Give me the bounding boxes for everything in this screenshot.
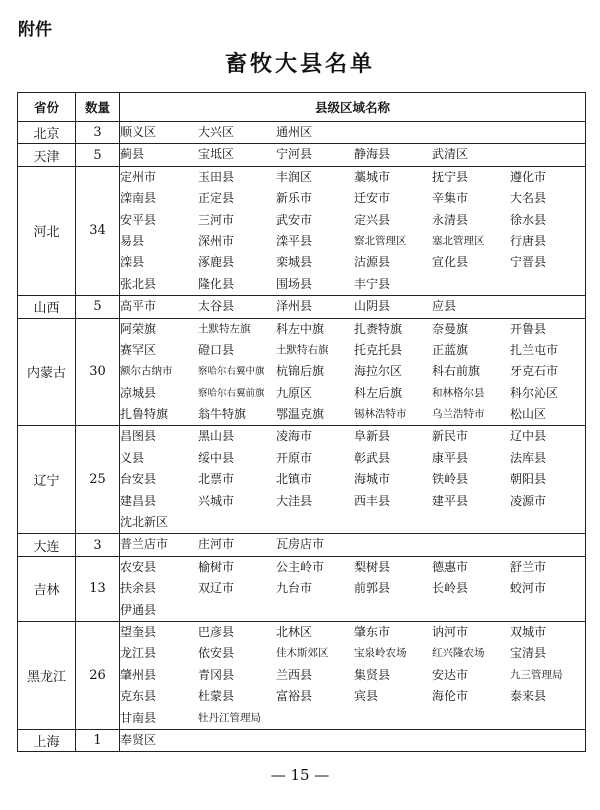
county-name: 乌兰浩特市 — [432, 408, 485, 421]
county-name: 行唐县 — [510, 233, 547, 248]
table-row — [18, 296, 586, 318]
county-name: 辽中县 — [510, 429, 547, 444]
county-name: 通州区 — [276, 125, 313, 139]
county-name: 滦南县 — [120, 191, 157, 206]
county-name: 凌源市 — [510, 493, 547, 508]
county-name: 丰润区 — [276, 169, 313, 184]
county-name: 蓟县 — [120, 147, 145, 162]
county-name: 普兰店市 — [120, 537, 169, 552]
county-name: 永清县 — [432, 212, 469, 227]
county-name: 扶余县 — [120, 581, 157, 596]
table-row — [18, 318, 586, 426]
county-name: 定兴县 — [354, 212, 391, 227]
county-name: 阿荣旗 — [120, 321, 157, 336]
county-name: 徐水县 — [510, 212, 547, 227]
county-name: 科尔沁区 — [510, 385, 559, 400]
county-name: 宝泉岭农场 — [354, 647, 407, 660]
county-name: 建昌县 — [120, 493, 157, 508]
county-name: 奈曼旗 — [432, 321, 469, 336]
county-name: 滦平县 — [276, 233, 313, 248]
county-name: 武清区 — [432, 147, 469, 162]
count-cell: 13 — [76, 556, 120, 621]
count-cell: 5 — [76, 144, 120, 166]
count-cell: 30 — [76, 318, 120, 426]
county-grid — [120, 122, 585, 143]
county-name: 依安县 — [198, 646, 235, 661]
county-name: 北林区 — [276, 624, 313, 639]
county-grid — [120, 426, 585, 533]
county-name: 泰来县 — [510, 689, 547, 704]
county-name: 大洼县 — [276, 493, 313, 508]
county-name: 海伦市 — [432, 689, 469, 704]
county-name: 克东县 — [120, 689, 157, 704]
county-name: 松山区 — [510, 407, 547, 422]
county-name: 翁牛特旗 — [198, 407, 247, 422]
counties-cell — [120, 318, 586, 426]
county-name: 伊通县 — [120, 602, 157, 617]
counties-cell — [120, 534, 586, 556]
county-name: 巴彦县 — [198, 624, 235, 639]
province-cell: 内蒙古 — [18, 318, 76, 426]
county-name: 张北县 — [120, 276, 157, 291]
county-name: 建平县 — [432, 493, 469, 508]
county-name: 察北管理区 — [354, 234, 407, 247]
county-name: 九台市 — [276, 581, 313, 596]
county-name: 凌海市 — [276, 429, 313, 444]
county-name: 庄河市 — [198, 537, 235, 552]
county-name: 阜新县 — [354, 429, 391, 444]
table-row — [18, 144, 586, 166]
county-name: 三河市 — [198, 212, 235, 227]
county-name: 康平县 — [432, 450, 469, 465]
county-name: 正定县 — [198, 191, 235, 206]
county-name: 大名县 — [510, 191, 547, 206]
county-name: 凉城县 — [120, 385, 157, 400]
county-name: 佳木斯郊区 — [276, 647, 329, 660]
county-name: 高平市 — [120, 299, 157, 314]
county-name: 武安市 — [276, 212, 313, 227]
county-name: 朝阳县 — [510, 472, 547, 487]
county-name: 丰宁县 — [354, 276, 391, 291]
county-grid — [120, 296, 585, 317]
table-body — [18, 122, 586, 752]
counties-cell — [120, 729, 586, 751]
province-cell: 大连 — [18, 534, 76, 556]
county-name: 榆树市 — [198, 559, 235, 574]
counties-cell — [120, 296, 586, 318]
county-name: 台安县 — [120, 472, 157, 487]
county-name: 抚宁县 — [432, 169, 469, 184]
count-cell: 5 — [76, 296, 120, 318]
province-cell: 吉林 — [18, 556, 76, 621]
county-name: 义县 — [120, 450, 145, 465]
county-name: 赛罕区 — [120, 342, 157, 357]
county-name: 宣化县 — [432, 255, 469, 270]
counties-cell — [120, 122, 586, 144]
province-cell: 辽宁 — [18, 426, 76, 534]
county-grid — [120, 534, 585, 555]
county-grid — [120, 557, 585, 621]
county-name: 土默特左旗 — [198, 322, 251, 335]
county-name: 海城市 — [354, 472, 391, 487]
county-name: 前郭县 — [354, 581, 391, 596]
county-name: 静海县 — [354, 147, 391, 162]
province-cell: 天津 — [18, 144, 76, 166]
county-name: 开鲁县 — [510, 321, 547, 336]
county-name: 托克托县 — [354, 342, 403, 357]
document-title: 畜牧大县名单 — [224, 52, 375, 77]
county-name: 农安县 — [120, 559, 157, 574]
county-name: 隆化县 — [198, 276, 235, 291]
county-name: 杜蒙县 — [198, 689, 235, 704]
county-name: 泽州县 — [276, 299, 313, 314]
header-counties: 县级区域名称 — [120, 93, 586, 122]
county-name: 科右前旗 — [432, 364, 481, 379]
county-name: 玉田县 — [198, 169, 235, 184]
county-name: 新民市 — [432, 429, 469, 444]
count-cell: 3 — [76, 534, 120, 556]
county-name: 遵化市 — [510, 169, 547, 184]
county-name: 宁河县 — [276, 147, 313, 162]
county-grid — [120, 730, 585, 751]
county-name: 扎鲁特旗 — [120, 407, 169, 422]
county-name: 察哈尔右翼前旗 — [198, 387, 265, 399]
header-province: 省份 — [18, 93, 76, 122]
county-name: 定州市 — [120, 169, 157, 184]
county-name: 九原区 — [276, 385, 313, 400]
county-name: 围场县 — [276, 276, 313, 291]
county-grid — [120, 167, 585, 295]
county-name: 舒兰市 — [510, 559, 547, 574]
county-name: 黑山县 — [198, 429, 235, 444]
county-name: 肇东市 — [354, 624, 391, 639]
counties-cell — [120, 556, 586, 621]
county-name: 牙克石市 — [510, 364, 559, 379]
county-name: 辛集市 — [432, 191, 469, 206]
county-name: 科左中旗 — [276, 321, 325, 336]
county-name: 红兴隆农场 — [432, 647, 485, 660]
county-name: 科左后旗 — [354, 385, 403, 400]
county-name: 德惠市 — [432, 559, 469, 574]
county-name: 和林格尔县 — [432, 386, 485, 399]
county-name: 西丰县 — [354, 493, 391, 508]
county-name: 大兴区 — [198, 125, 235, 139]
county-name: 龙江县 — [120, 646, 157, 661]
county-name: 栾城县 — [276, 255, 313, 270]
county-name: 兰西县 — [276, 667, 313, 682]
county-name: 兴城市 — [198, 493, 235, 508]
county-name: 长岭县 — [432, 581, 469, 596]
county-name: 牡丹江管理局 — [198, 711, 261, 724]
header-count: 数量 — [76, 93, 120, 122]
county-name: 梨树县 — [354, 559, 391, 574]
county-grid — [120, 144, 585, 165]
province-cell: 上海 — [18, 729, 76, 751]
county-name: 藁城市 — [354, 169, 391, 184]
county-name: 深州市 — [198, 233, 235, 248]
county-name: 沈北新区 — [120, 515, 169, 530]
province-cell: 山西 — [18, 296, 76, 318]
county-name: 应县 — [432, 299, 457, 314]
county-name: 太谷县 — [198, 299, 235, 314]
counties-cell — [120, 426, 586, 534]
table-row — [18, 426, 586, 534]
count-cell: 34 — [76, 166, 120, 295]
count-cell: 1 — [76, 729, 120, 751]
county-name: 宝清县 — [510, 646, 547, 661]
county-name: 杭锦后旗 — [276, 364, 325, 379]
county-name: 开原市 — [276, 450, 313, 465]
county-name: 绥中县 — [198, 450, 235, 465]
county-name: 扎赉特旗 — [354, 321, 403, 336]
page-number: — 15 — — [270, 766, 330, 784]
county-grid — [120, 319, 585, 426]
county-name: 宝坻区 — [198, 147, 235, 162]
county-name: 山阴县 — [354, 299, 391, 314]
count-cell: 25 — [76, 426, 120, 534]
count-cell: 3 — [76, 122, 120, 144]
county-name: 扎兰屯市 — [510, 342, 559, 357]
county-name: 讷河市 — [432, 624, 469, 639]
table-row — [18, 556, 586, 621]
county-name: 双城市 — [510, 624, 547, 639]
county-name: 铁岭县 — [432, 472, 469, 487]
county-name: 集贤县 — [354, 667, 391, 682]
attachment-label: 附件 — [18, 20, 52, 40]
county-name: 蛟河市 — [510, 581, 547, 596]
county-name: 安达市 — [432, 667, 469, 682]
county-grid — [120, 622, 585, 729]
county-name: 滦县 — [120, 255, 145, 270]
county-name: 安平县 — [120, 212, 157, 227]
county-name: 富裕县 — [276, 689, 313, 704]
table-row — [18, 729, 586, 751]
county-name: 正蓝旗 — [432, 342, 469, 357]
county-name: 察哈尔右翼中旗 — [198, 366, 265, 378]
county-name: 彰武县 — [354, 450, 391, 465]
county-name: 肇州县 — [120, 667, 157, 682]
county-name: 公主岭市 — [276, 559, 325, 574]
table-row — [18, 621, 586, 729]
county-name: 土默特右旗 — [276, 343, 329, 356]
county-name: 锡林浩特市 — [354, 408, 407, 421]
table-row — [18, 534, 586, 556]
county-name: 塞北管理区 — [432, 234, 485, 247]
counties-cell — [120, 621, 586, 729]
county-name: 九三管理局 — [510, 668, 563, 681]
county-name: 磴口县 — [198, 342, 235, 357]
county-name: 望奎县 — [120, 624, 157, 639]
county-name: 北镇市 — [276, 472, 313, 487]
county-name: 法库县 — [510, 450, 547, 465]
table-row — [18, 166, 586, 295]
county-name: 宾县 — [354, 689, 379, 704]
county-name: 沽源县 — [354, 255, 391, 270]
province-cell: 北京 — [18, 122, 76, 144]
counties-cell — [120, 144, 586, 166]
county-name: 海拉尔区 — [354, 364, 403, 379]
county-name: 易县 — [120, 233, 145, 248]
province-cell: 河北 — [18, 166, 76, 295]
table-row — [18, 122, 586, 144]
province-cell: 黑龙江 — [18, 621, 76, 729]
county-name: 北票市 — [198, 472, 235, 487]
county-name: 额尔古纳市 — [120, 365, 173, 378]
county-name: 瓦房店市 — [276, 537, 325, 552]
counties-cell — [120, 166, 586, 295]
county-list-table — [17, 92, 586, 752]
count-cell: 26 — [76, 621, 120, 729]
county-name: 迁安市 — [354, 191, 391, 206]
county-name: 青冈县 — [198, 667, 235, 682]
table-header-row — [18, 93, 586, 122]
county-name: 甘南县 — [120, 710, 157, 725]
county-name: 双辽市 — [198, 581, 235, 596]
county-name: 鄂温克旗 — [276, 407, 325, 422]
county-name: 新乐市 — [276, 191, 313, 206]
county-name: 涿鹿县 — [198, 255, 235, 270]
county-name: 顺义区 — [120, 125, 157, 139]
county-name: 昌图县 — [120, 429, 157, 444]
county-name: 宁晋县 — [510, 255, 547, 270]
county-name: 奉贤区 — [120, 732, 157, 747]
